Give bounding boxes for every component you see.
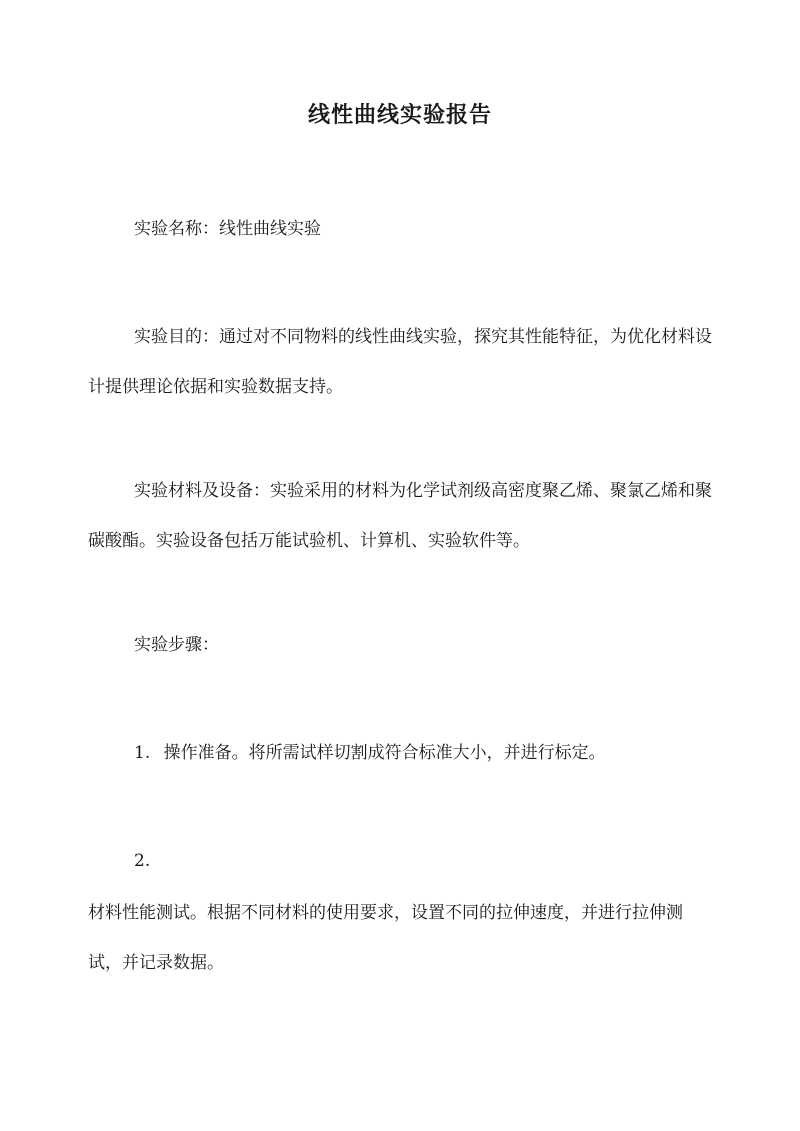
step-1 [134,728,606,778]
experiment-purpose: 实验目的：通过对不同物料的线性曲线实验，探究其性能特征，为优化材料设计提供理论依据和实验数据支持。 [88,327,712,397]
step-2-text: 材料性能测试。根据不同材料的使用要求，设置不同的拉伸速度，并进行拉伸测试，并记录数据。 [88,903,683,973]
step-2-number: 2. [134,851,151,871]
experiment-name: 实验名称：线性曲线实验 [134,219,321,239]
steps-heading: 实验步骤： [134,635,219,655]
step-1-number: 1. [134,743,151,763]
document-title: 线性曲线实验报告 [307,102,492,128]
materials-and-equipment: 实验材料及设备：实验采用的材料为化学试剂级高密度聚乙烯、聚氯乙烯和聚碳酸酯。实验设备包括万能试验机、计算机、实验软件等。 [88,481,712,551]
step-1-text: 操作准备。将所需试样切割成符合标准大小，并进行标定。 [163,743,606,763]
